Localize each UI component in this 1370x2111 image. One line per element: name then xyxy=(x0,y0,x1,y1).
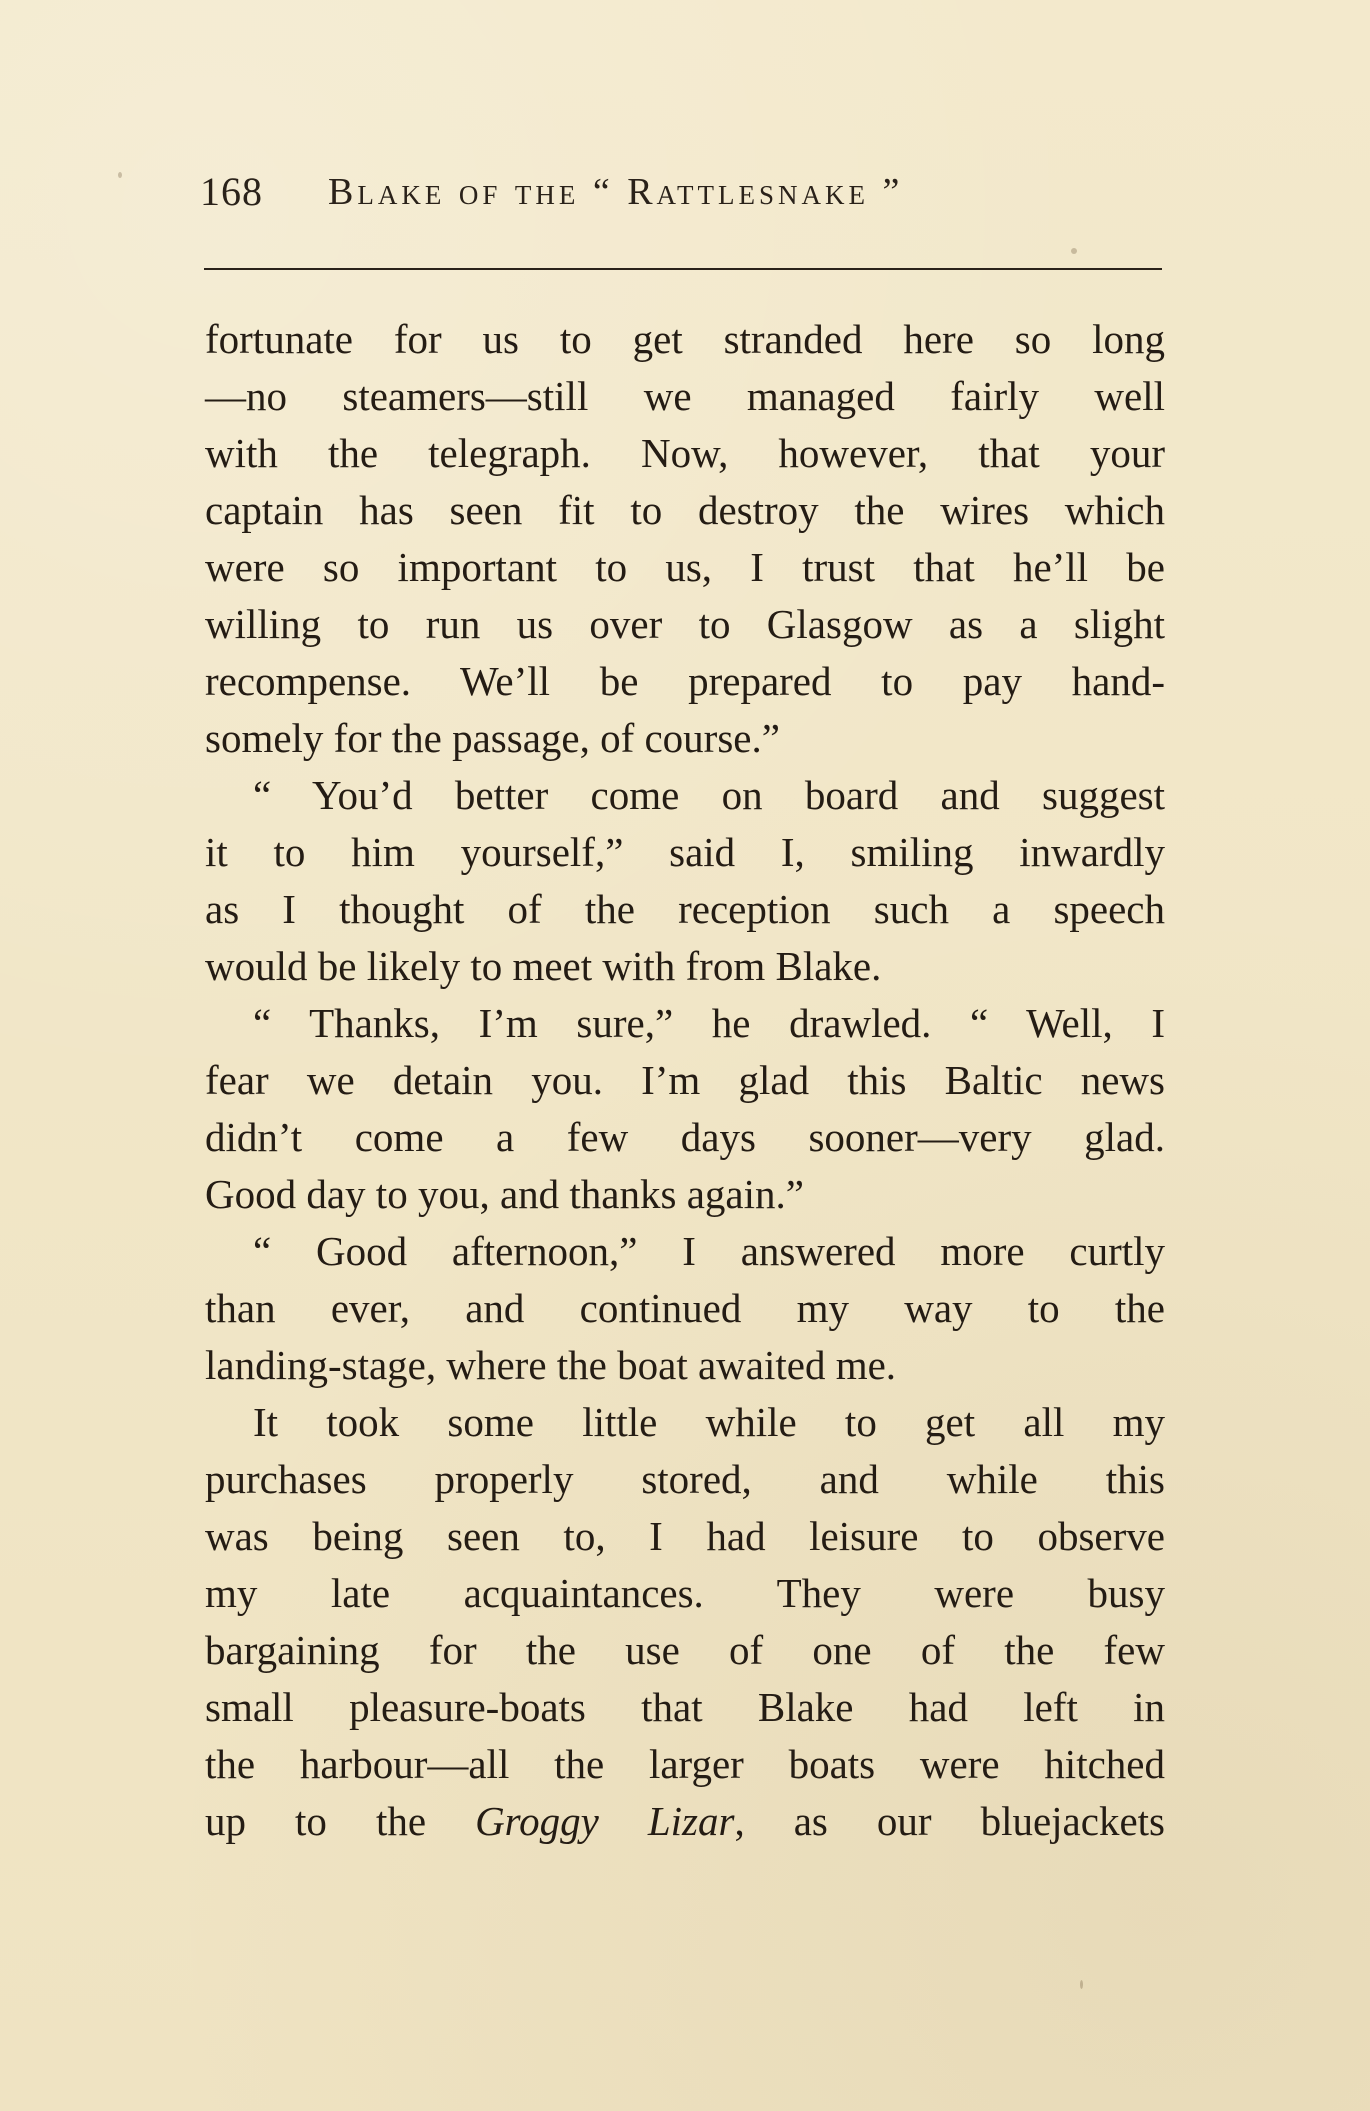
text-segment: up to the xyxy=(205,1798,427,1844)
text-line-last xyxy=(205,1793,1165,1850)
text-line: “ Thanks, I’m sure,” he drawled. “ Well, I xyxy=(253,1000,1165,1046)
text-line: fear we detain you. I’m glad this Baltic news xyxy=(205,1057,1165,1103)
paper-speck xyxy=(1080,1980,1083,1989)
text-line: somely for the passage, of course.” xyxy=(205,715,780,761)
text-line: recompense. We’ll be prepared to pay hand- xyxy=(205,658,1165,704)
text-line: it to him yourself,” said I, smiling inwardly xyxy=(205,829,1165,875)
paper-speck xyxy=(118,172,122,178)
text-line: bargaining for the use of one of the few xyxy=(205,1627,1165,1673)
text-line: the harbour—all the larger boats were hitched xyxy=(205,1741,1165,1787)
text-line: would be likely to meet with from Blake. xyxy=(205,943,882,989)
text-line: —no steamers—still we managed fairly well xyxy=(205,373,1165,419)
text-line: was being seen to, I had leisure to observe xyxy=(205,1513,1165,1559)
text-line: as I thought of the reception such a speech xyxy=(205,886,1165,932)
text-line: fortunate for us to get stranded here so long xyxy=(205,316,1165,362)
paper-speck xyxy=(1071,248,1077,254)
text-line: “ You’d better come on board and suggest xyxy=(253,772,1165,818)
text-line: my late acquaintances. They were busy xyxy=(205,1570,1165,1616)
text-line: “ Good afternoon,” I answered more curtly xyxy=(253,1228,1165,1274)
body-text xyxy=(205,311,1165,1850)
text-line: were so important to us, I trust that he’ll be xyxy=(205,544,1165,590)
text-line: It took some little while to get all my xyxy=(253,1399,1165,1445)
text-line: Good day to you, and thanks again.” xyxy=(205,1171,804,1217)
text-line: captain has seen fit to destroy the wires which xyxy=(205,487,1165,533)
text-line: with the telegraph. Now, however, that your xyxy=(205,430,1165,476)
text-line: didn’t come a few days sooner—very glad. xyxy=(205,1114,1165,1160)
text-line: landing-stage, where the boat awaited me. xyxy=(205,1342,897,1388)
text-line: small pleasure-boats that Blake had left in xyxy=(205,1684,1165,1730)
text-line: than ever, and continued my way to the xyxy=(205,1285,1165,1331)
page-number: 168 xyxy=(200,169,263,214)
italic-boat-name: Groggy Lizar xyxy=(475,1798,735,1844)
running-header xyxy=(200,168,1160,220)
text-segment: , as our bluejackets xyxy=(734,1798,1165,1844)
running-title: Blake of the “ Rattlesnake ” xyxy=(328,171,904,213)
header-rule xyxy=(204,268,1162,270)
text-line: willing to run us over to Glasgow as a slight xyxy=(205,601,1165,647)
text-line: purchases properly stored, and while this xyxy=(205,1456,1165,1502)
